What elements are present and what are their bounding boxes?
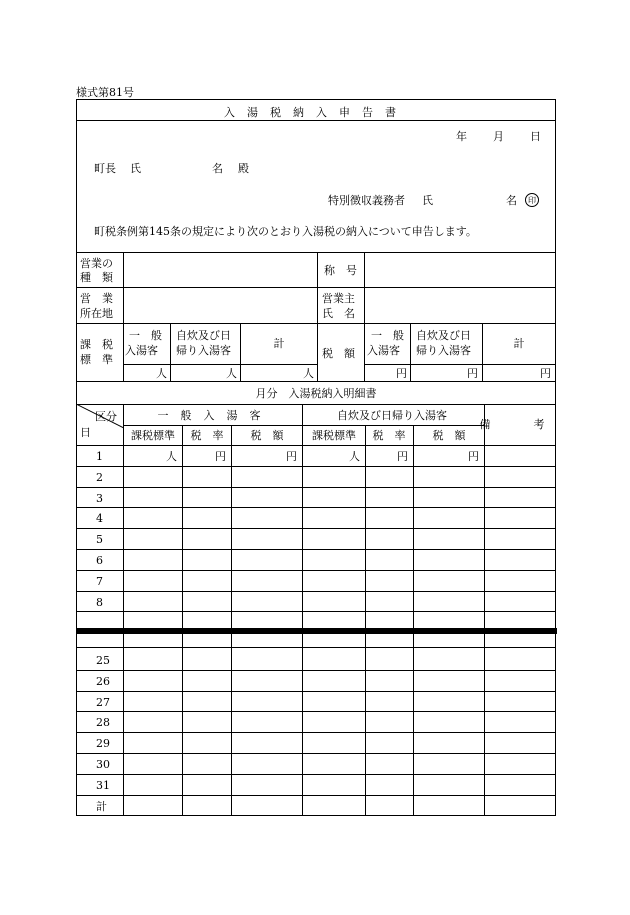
business-type-label-1: 営業の (80, 257, 113, 270)
collector-shi: 氏 (422, 194, 433, 207)
col-amount-2: 税 額 (432, 429, 466, 442)
total-row-label: 計 (96, 800, 107, 813)
addressee-prefix: 町長 (94, 162, 116, 175)
day-number: 3 (96, 492, 103, 505)
amount-total: 計 (513, 337, 525, 350)
day-number: 28 (96, 716, 110, 729)
location-label-1: 営 業 (80, 292, 113, 305)
day-number: 7 (96, 575, 103, 588)
row-divider (76, 670, 556, 671)
date-day: 日 (530, 130, 541, 143)
row-divider (76, 528, 556, 529)
row-divider (76, 774, 556, 775)
basis-sub-line (123, 364, 318, 365)
row-divider (76, 795, 556, 796)
form-title: 入湯税納入申告書 (224, 106, 408, 119)
amount-general-1: 一 般 (371, 329, 404, 342)
row-divider (76, 611, 556, 612)
location-label-2: 所在地 (80, 307, 113, 320)
row-divider (76, 753, 556, 754)
seal-icon: 印 (525, 193, 539, 207)
row1-unit-person-1: 人 (166, 450, 177, 463)
date-month: 月 (493, 130, 504, 143)
basis-total: 計 (273, 337, 285, 350)
amount-daytrip-2: 帰り入湯客 (416, 344, 471, 357)
basis-v-b (240, 323, 241, 381)
row1-unit-yen-2: 円 (286, 450, 297, 463)
col-basis-2: 課税標準 (312, 429, 356, 442)
day-number: 31 (96, 779, 110, 792)
basis-v-d (482, 323, 483, 381)
col-rate-1: 税 率 (190, 429, 224, 442)
info-line-3 (76, 323, 556, 324)
trade-name-label: 称 号 (324, 264, 357, 277)
general-heading: 一般入湯客 (157, 409, 273, 422)
row-divider (76, 691, 556, 692)
day-label: 日 (80, 426, 91, 439)
form-number: 様式第81号 (76, 86, 134, 99)
day-number: 25 (96, 654, 110, 667)
basis-v-c (410, 323, 411, 381)
detail-v-5 (413, 425, 414, 816)
detail-v-1 (182, 425, 183, 816)
amount-daytrip-1: 自炊及び日 (416, 329, 471, 342)
day-number: 26 (96, 675, 110, 688)
row-divider (76, 466, 556, 467)
row-divider (76, 487, 556, 488)
col-rate-2: 税 率 (372, 429, 406, 442)
row1-unit-yen-3: 円 (397, 450, 408, 463)
day-number: 5 (96, 533, 103, 546)
amount-general-2: 入湯客 (367, 344, 400, 357)
remarks-heading: 備 考 (479, 418, 561, 431)
detail-title: 月分 入湯税納入明細書 (255, 387, 377, 400)
row-divider (76, 647, 556, 648)
tax-basis-label-1: 課 税 (80, 338, 113, 351)
unit-person-3: 人 (303, 367, 314, 380)
unit-person-2: 人 (226, 367, 237, 380)
basis-general-1: 一 般 (129, 329, 162, 342)
day-number: 29 (96, 737, 110, 750)
day-number: 8 (96, 596, 103, 609)
info-line-2 (76, 287, 556, 288)
row-divider (76, 507, 556, 508)
row-divider (76, 570, 556, 571)
detail-v-2 (231, 425, 232, 816)
day-number: 2 (96, 471, 103, 484)
row1-unit-person-2: 人 (349, 450, 360, 463)
addressee-dono: 殿 (238, 162, 249, 175)
detail-subheader-line (123, 425, 485, 426)
basis-daytrip-1: 自炊及び日 (176, 329, 231, 342)
basis-daytrip-2: 帰り入湯客 (176, 344, 231, 357)
title-divider (76, 120, 556, 121)
day-number: 30 (96, 758, 110, 771)
row-divider (76, 549, 556, 550)
info-v1 (123, 252, 124, 381)
day-number: 6 (96, 554, 103, 567)
info-v3 (364, 252, 365, 381)
detail-top-line (76, 381, 556, 382)
unit-yen-1: 円 (396, 367, 407, 380)
owner-label-1: 営業主 (322, 292, 355, 305)
row-divider (76, 732, 556, 733)
row-divider (76, 631, 556, 632)
row-divider (76, 711, 556, 712)
collector-label: 特別徴収義務者 (328, 194, 405, 207)
addressee-shi: 氏 (130, 162, 141, 175)
basis-v-a (170, 323, 171, 381)
day-number: 4 (96, 512, 103, 525)
collector-mei: 名 (506, 194, 517, 207)
date-year: 年 (456, 130, 467, 143)
col-amount-1: 税 額 (250, 429, 284, 442)
declaration-text: 町税条例第145条の規定により次のとおり入湯税の納入について申告します。 (94, 225, 477, 238)
addressee-mei: 名 (212, 162, 223, 175)
owner-label-2: 氏 名 (322, 307, 355, 320)
kubun-label: 区分 (95, 410, 117, 423)
col-basis-1: 課税標準 (131, 429, 175, 442)
row1-unit-yen-4: 円 (468, 450, 479, 463)
basis-sub-line-right (364, 364, 556, 365)
tax-amount-label: 税 額 (322, 347, 355, 360)
day-number: 1 (96, 450, 103, 463)
unit-yen-3: 円 (540, 367, 551, 380)
daytrip-heading: 自炊及び日帰り入湯客 (337, 409, 447, 422)
row-divider (76, 591, 556, 592)
info-v2 (317, 252, 318, 381)
info-top-line (76, 252, 556, 253)
row1-unit-yen-1: 円 (215, 450, 226, 463)
detail-v-4 (365, 425, 366, 816)
business-type-label-2: 種 類 (80, 271, 113, 284)
tax-basis-label-2: 標 準 (80, 353, 113, 366)
unit-yen-2: 円 (467, 367, 478, 380)
unit-person-1: 人 (156, 367, 167, 380)
basis-general-2: 入湯客 (125, 344, 158, 357)
day-number: 27 (96, 696, 110, 709)
